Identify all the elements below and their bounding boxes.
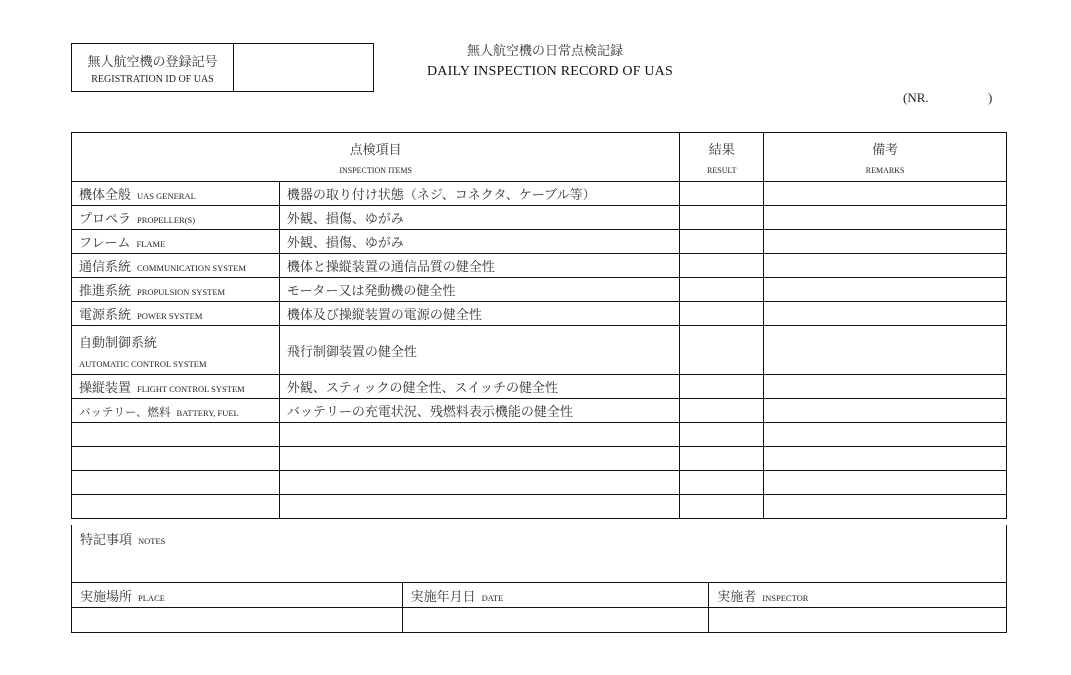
item-cell[interactable] xyxy=(72,447,280,471)
remarks-cell[interactable] xyxy=(764,375,1007,399)
description-cell: 外観、スティックの健全性、スイッチの健全性 xyxy=(279,375,680,399)
item-label-en: AUTOMATIC CONTROL SYSTEM xyxy=(79,358,207,369)
table-row xyxy=(72,230,1007,254)
item-label-en: FLAME xyxy=(136,239,166,249)
inspector-label-en: INSPECTOR xyxy=(762,592,809,603)
item-label-en: FLIGHT CONTROL SYSTEM xyxy=(137,384,245,394)
table-row xyxy=(72,399,1007,423)
table-row xyxy=(72,182,1007,206)
page-title-jp: 無人航空機の日常点検記録 xyxy=(466,44,623,59)
item-label-jp: 自動制御系統 xyxy=(79,335,158,351)
header-label-en: RESULT xyxy=(707,166,737,175)
remarks-cell[interactable] xyxy=(764,302,1007,326)
result-cell[interactable] xyxy=(680,471,764,495)
item-label-jp: プロペラ xyxy=(79,212,132,227)
inspection-table xyxy=(71,132,1007,519)
item-label-jp: バッテリー、燃料 xyxy=(79,405,171,419)
remarks-cell[interactable] xyxy=(764,423,1007,447)
item-label-jp: フレーム xyxy=(79,236,131,251)
item-label-en: COMMUNICATION SYSTEM xyxy=(137,263,246,273)
item-label-jp: 機体全般 xyxy=(79,188,132,203)
description-cell[interactable] xyxy=(279,447,680,471)
table-row-blank xyxy=(72,447,1007,471)
remarks-cell[interactable] xyxy=(764,182,1007,206)
remarks-cell[interactable] xyxy=(764,495,1007,519)
table-row xyxy=(72,206,1007,230)
item-label-en: POWER SYSTEM xyxy=(137,311,203,321)
item-cell xyxy=(72,278,280,302)
result-cell[interactable] xyxy=(680,375,764,399)
result-cell[interactable] xyxy=(680,254,764,278)
result-cell[interactable] xyxy=(680,495,764,519)
table-row-blank xyxy=(72,471,1007,495)
description-cell[interactable] xyxy=(279,495,680,519)
item-cell xyxy=(72,326,280,375)
registration-label-en: REGISTRATION ID OF UAS xyxy=(91,73,214,85)
item-cell xyxy=(72,254,280,278)
description-cell: 機器の取り付け状態（ネジ、コネクタ、ケーブル等） xyxy=(279,182,680,206)
item-label-jp: 通信系統 xyxy=(79,260,132,275)
item-label-en: PROPELLER(S) xyxy=(137,215,196,225)
remarks-cell[interactable] xyxy=(764,230,1007,254)
result-cell[interactable] xyxy=(680,230,764,254)
item-cell[interactable] xyxy=(72,471,280,495)
remarks-cell[interactable] xyxy=(764,206,1007,230)
item-cell xyxy=(72,182,280,206)
item-cell[interactable] xyxy=(72,495,280,519)
place-label-jp: 実施場所 xyxy=(80,589,133,605)
date-field[interactable] xyxy=(402,608,709,633)
table-row-blank xyxy=(72,495,1007,519)
result-cell[interactable] xyxy=(680,302,764,326)
item-cell[interactable] xyxy=(72,423,280,447)
description-cell: バッテリーの充電状況、残燃料表示機能の健全性 xyxy=(279,399,680,423)
item-label-jp: 操縦装置 xyxy=(79,381,132,396)
remarks-cell[interactable] xyxy=(764,447,1007,471)
description-cell: 機体及び操縦装置の電源の健全性 xyxy=(279,302,680,326)
header-remarks xyxy=(764,133,1007,182)
notes-section[interactable] xyxy=(71,525,1007,583)
registration-box xyxy=(71,43,374,92)
description-cell: 外観、損傷、ゆがみ xyxy=(279,230,680,254)
inspector-label xyxy=(709,583,1007,608)
remarks-cell[interactable] xyxy=(764,278,1007,302)
table-row xyxy=(72,375,1007,399)
item-cell xyxy=(72,399,280,423)
header-label-jp: 点検項目 xyxy=(349,143,402,158)
registration-label-jp: 無人航空機の登録記号 xyxy=(87,54,218,70)
header-result xyxy=(680,133,764,182)
description-cell[interactable] xyxy=(279,471,680,495)
header-label-en: REMARKS xyxy=(865,166,905,175)
table-row-blank xyxy=(72,423,1007,447)
remarks-cell[interactable] xyxy=(764,399,1007,423)
result-cell[interactable] xyxy=(680,423,764,447)
result-cell[interactable] xyxy=(680,447,764,471)
item-cell xyxy=(72,206,280,230)
notes-label-jp: 特記事項 xyxy=(80,533,133,548)
header-label-en: INSPECTION ITEMS xyxy=(339,166,412,175)
result-cell[interactable] xyxy=(680,278,764,302)
footer-table xyxy=(71,582,1007,633)
result-cell[interactable] xyxy=(680,206,764,230)
table-header-row xyxy=(72,133,1007,182)
result-cell[interactable] xyxy=(680,182,764,206)
item-cell xyxy=(72,375,280,399)
item-cell xyxy=(72,302,280,326)
table-row xyxy=(72,302,1007,326)
item-label-jp: 電源系統 xyxy=(79,308,132,323)
place-label-en: PLACE xyxy=(138,592,165,603)
table-row xyxy=(72,254,1007,278)
item-cell xyxy=(72,230,280,254)
inspector-field[interactable] xyxy=(709,608,1007,633)
remarks-cell[interactable] xyxy=(764,254,1007,278)
description-cell: 飛行制御装置の健全性 xyxy=(279,326,680,375)
table-row xyxy=(72,278,1007,302)
table-row xyxy=(72,326,1007,375)
record-number-field[interactable] xyxy=(940,88,986,106)
record-number-label: (NR. xyxy=(903,90,929,105)
footer-label-row xyxy=(72,583,1007,608)
remarks-cell[interactable] xyxy=(764,471,1007,495)
item-label-en: BATTERY, FUEL xyxy=(176,408,239,418)
header-label-jp: 結果 xyxy=(708,143,735,158)
item-label-en: PROPULSION SYSTEM xyxy=(137,287,226,297)
result-cell[interactable] xyxy=(680,326,764,375)
place-label xyxy=(72,583,403,608)
date-label-en: DATE xyxy=(481,592,504,603)
page-title-en: DAILY INSPECTION RECORD OF UAS xyxy=(427,64,673,79)
item-label-en: UAS GENERAL xyxy=(137,191,196,201)
description-cell: モーター又は発動機の健全性 xyxy=(279,278,680,302)
date-label xyxy=(402,583,709,608)
header-inspection-items xyxy=(72,133,680,182)
record-number-close: ) xyxy=(988,90,993,105)
footer-value-row xyxy=(72,608,1007,633)
header-label-jp: 備考 xyxy=(872,143,899,158)
date-label-jp: 実施年月日 xyxy=(410,589,476,605)
notes-label-en: NOTES xyxy=(138,536,166,546)
description-cell: 外観、損傷、ゆがみ xyxy=(279,206,680,230)
item-label-jp: 推進系統 xyxy=(79,284,132,299)
description-cell[interactable] xyxy=(279,423,680,447)
remarks-cell[interactable] xyxy=(764,326,1007,375)
result-cell[interactable] xyxy=(680,399,764,423)
registration-id-field[interactable] xyxy=(234,44,373,91)
description-cell: 機体と操縦装置の通信品質の健全性 xyxy=(279,254,680,278)
place-field[interactable] xyxy=(72,608,403,633)
inspector-label-jp: 実施者 xyxy=(717,589,757,605)
registration-label xyxy=(72,44,234,91)
